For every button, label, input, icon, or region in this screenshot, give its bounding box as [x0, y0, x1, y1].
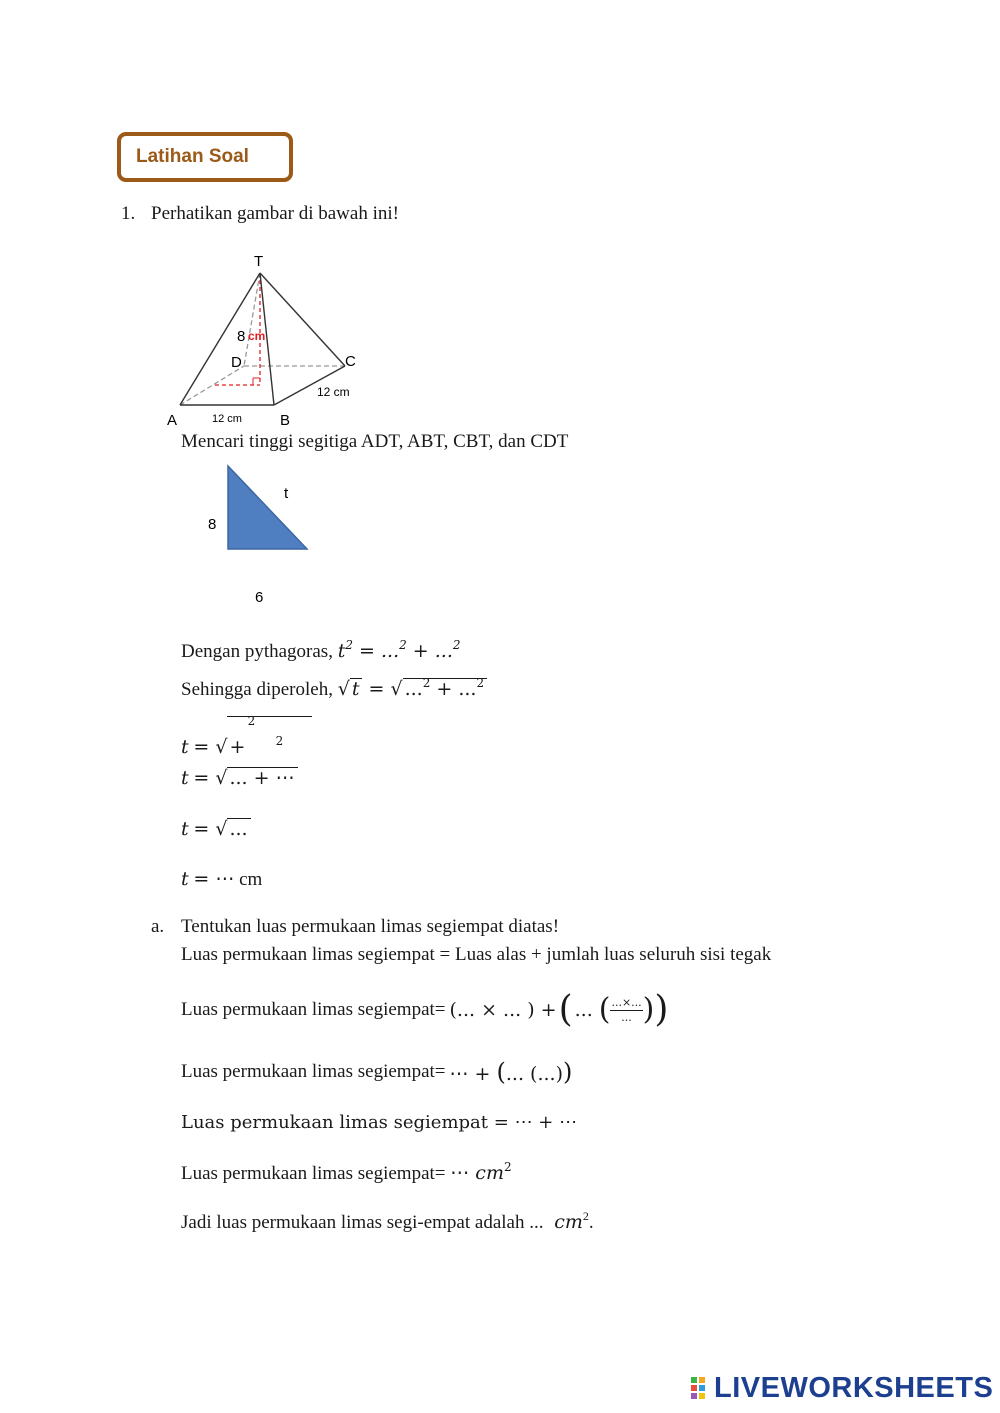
triangle-left-label: 8: [208, 516, 217, 533]
height-unit-label: cm: [248, 329, 266, 343]
area-line-2: [181, 1058, 572, 1086]
step-pythagoras-formula: $t^2 = ...^2 + ...^2$: [337, 638, 461, 662]
pyramid-figure: [160, 248, 380, 433]
base-ab-label: 12 cm: [212, 413, 242, 425]
subtitle-text: Mencari tinggi segitiga ADT, ABT, CBT, dan CDT: [181, 431, 569, 452]
brand-name: LIVEWORKSHEETS: [714, 1371, 994, 1404]
step-t3: t = √ ...: [181, 818, 251, 841]
vertex-b-label: B: [280, 412, 291, 429]
area-line-3: [181, 1112, 577, 1133]
conclusion: Jadi luas permukaan limas segi-empat adalah ... $cm^2$.: [181, 1209, 594, 1233]
liveworksheets-icon: [690, 1376, 714, 1400]
right-triangle-figure: [200, 460, 330, 610]
step-root-text: Sehingga diperoleh,: [181, 679, 333, 700]
vertex-d-label: D: [231, 354, 242, 371]
step-unit: cm: [239, 869, 263, 890]
conclusion-unit: cm: [548, 1211, 583, 1233]
area-line-4-label: Luas permukaan limas segiempat=: [181, 1163, 446, 1184]
height-number-label: 8: [237, 328, 246, 345]
triangle-bottom-label: 6: [255, 589, 264, 606]
step-t1: t = √ $^2$ + $^2$: [181, 716, 312, 759]
area-line-1-formula: (... × ... ) + ( ... ( ...×... ... ) ): [449, 989, 669, 1030]
area-line-4-formula: ⋯ $cm^2$: [450, 1160, 512, 1184]
brand-logo: [690, 1373, 993, 1403]
area-line-2-formula: ⋯ + (... (...)): [449, 1058, 573, 1086]
question-number: 1.: [121, 203, 136, 224]
vertex-t-label: T: [254, 253, 264, 270]
area-line-1: [181, 989, 669, 1030]
step-pythagoras: [181, 640, 461, 663]
edge-tc: [260, 273, 345, 366]
part-a-definition: Luas permukaan limas segiempat = Luas alas + jumlah luas seluruh sisi tegak: [181, 944, 772, 965]
base-bc-label: 12 cm: [317, 385, 350, 399]
step-pythagoras-text: Dengan pythagoras,: [181, 641, 333, 662]
question-text: Perhatikan gambar di bawah ini!: [151, 203, 399, 224]
step-root-formula: √ t = √ ...$^2$ + ...$^2$: [338, 678, 487, 700]
area-line-1-label: Luas permukaan limas segiempat=: [181, 999, 446, 1020]
vertex-c-label: C: [345, 353, 356, 370]
step-root: [181, 678, 487, 701]
step-t4: t = ⋯ cm: [181, 868, 263, 890]
vertex-a-label: A: [167, 412, 178, 429]
edge-ad: [180, 366, 244, 405]
triangle-hyp-label: t: [284, 485, 289, 502]
part-a-label: a.: [151, 916, 165, 937]
area-line-2-label: Luas permukaan limas segiempat=: [181, 1061, 446, 1082]
conclusion-text: Jadi luas permukaan limas segi-empat adalah ...: [181, 1212, 544, 1233]
area-line-3-label: Luas permukaan limas segiempat =: [181, 1112, 509, 1133]
step-t2: t = √ ... + ⋯: [181, 767, 298, 790]
area-line-4: [181, 1162, 512, 1185]
page-title: Latihan Soal: [136, 146, 249, 167]
right-triangle: [228, 466, 307, 549]
part-a-question: Tentukan luas permukaan limas segiempat diatas!: [181, 916, 560, 937]
area-line-3-formula: ⋯ + ⋯: [514, 1112, 578, 1133]
